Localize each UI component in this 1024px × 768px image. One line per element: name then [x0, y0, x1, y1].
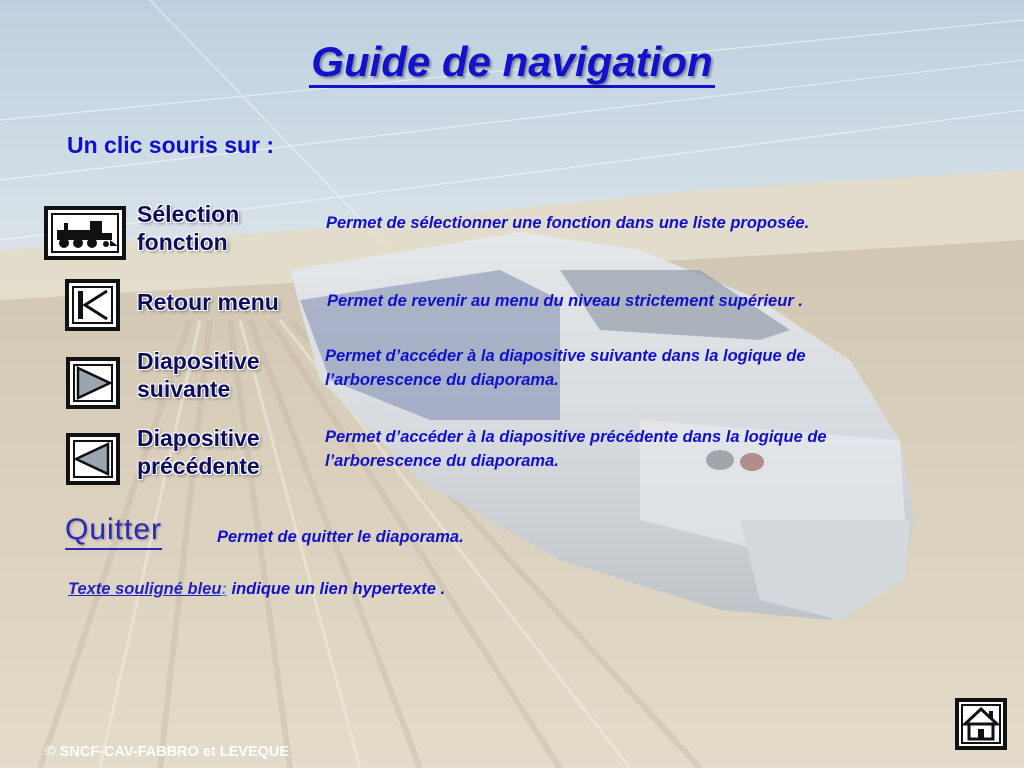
label-diapositive-suivante: Diapositive suivante — [137, 348, 260, 402]
subtitle: Un clic souris sur : — [67, 132, 275, 158]
desc-selection-fonction: Permet de sélectionner une fonction dans une liste proposée. — [326, 214, 810, 232]
next-arrow-icon[interactable] — [66, 357, 120, 409]
link-colon: : — [221, 580, 227, 598]
label-retour-menu: Retour menu — [137, 289, 279, 315]
copyright: © SNCF-CAV-FABBRO et LEVEQUE — [45, 744, 290, 760]
link-example[interactable]: Texte souligné bleu — [68, 580, 222, 598]
label-selection-fonction: Sélection fonction — [137, 201, 240, 255]
previous-arrow-icon[interactable] — [66, 433, 120, 485]
desc-retour-menu: Permet de revenir au menu du niveau strictement supérieur . — [327, 292, 803, 310]
skip-back-icon[interactable] — [65, 279, 120, 331]
desc-diapositive-precedente: Permet d’accéder à la diapositive précédente dans la logique de l’arborescence du diaporama. — [325, 428, 827, 470]
home-icon[interactable] — [955, 698, 1007, 750]
page-title: Guide de navigation — [0, 38, 1024, 86]
label-diapositive-precedente: Diapositive précédente — [137, 425, 260, 479]
desc-quit: Permet de quitter le diaporama. — [217, 528, 464, 546]
link-legend — [68, 580, 445, 599]
link-legend-text: indique un lien hypertexte . — [226, 580, 446, 598]
desc-diapositive-suivante: Permet d’accéder à la diapositive suivante dans la logique de l’arborescence du diaporama. — [325, 347, 806, 389]
locomotive-icon[interactable] — [44, 206, 126, 260]
quit-link[interactable]: Quitter — [65, 512, 162, 550]
